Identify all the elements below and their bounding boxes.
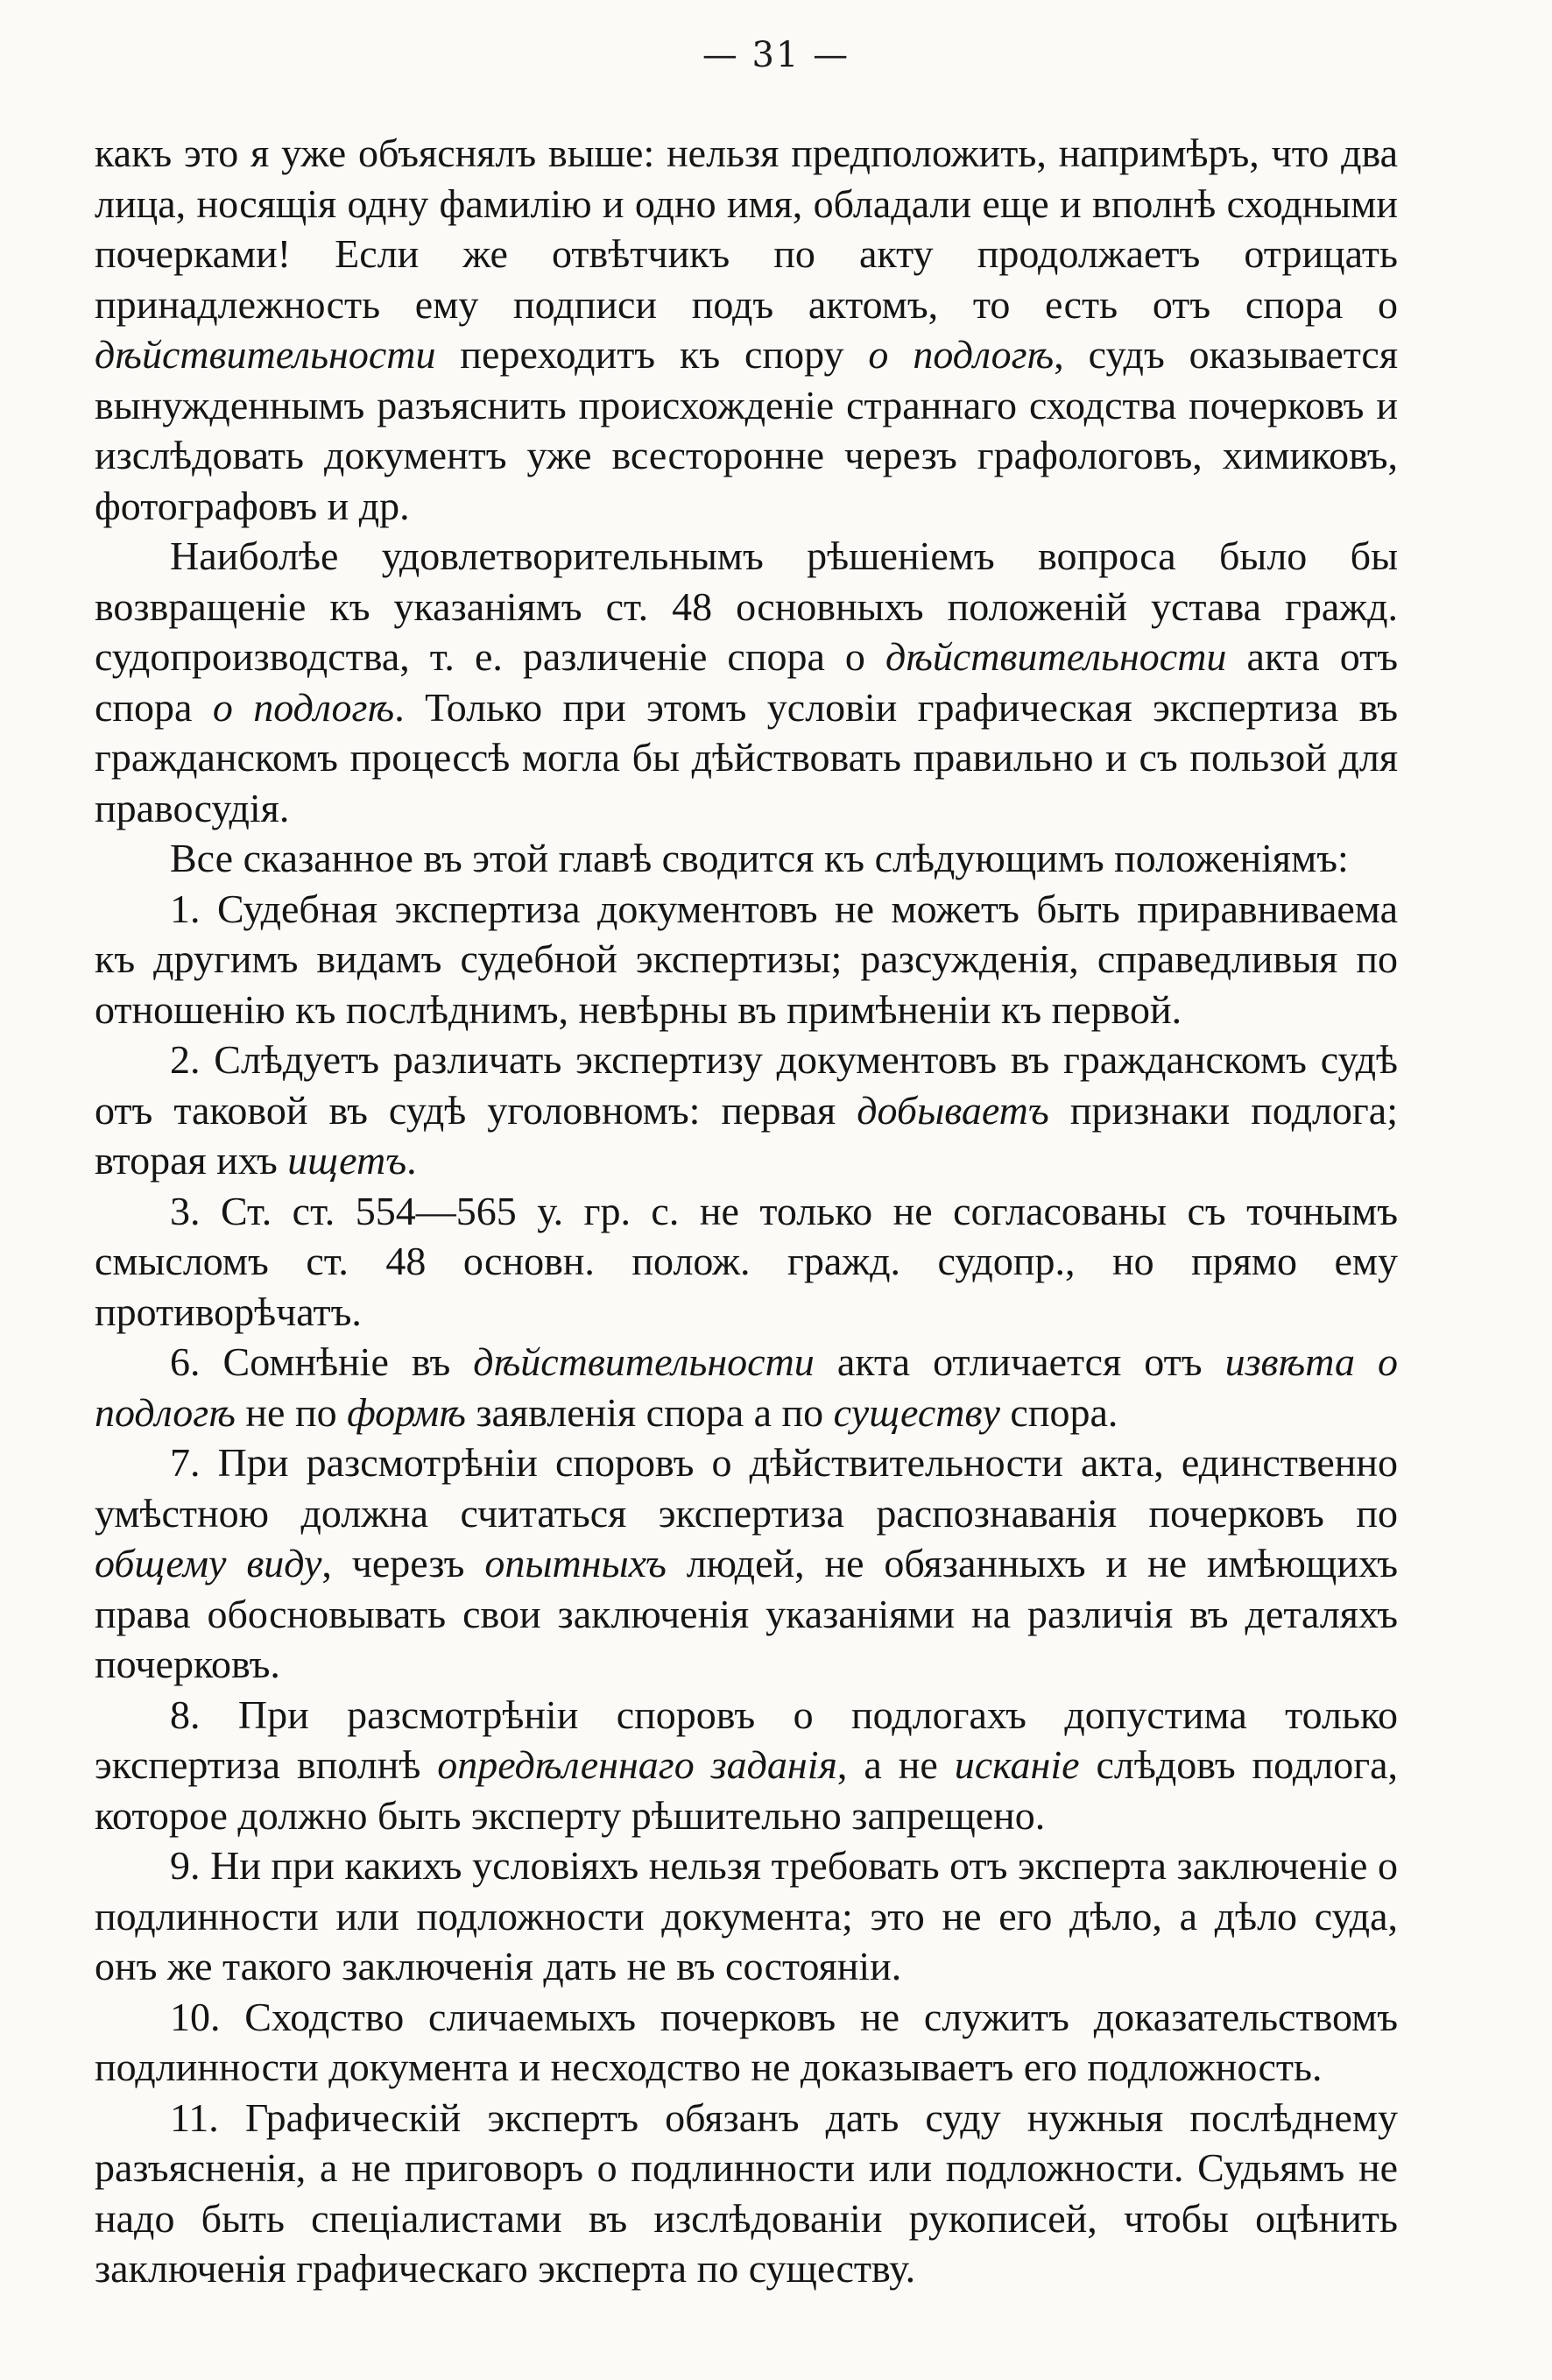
paragraph <box>95 1690 1398 1841</box>
emphasized-text: дѣйствительности <box>473 1339 815 1384</box>
emphasized-text: формѣ <box>347 1389 466 1435</box>
paragraph-text: спора. <box>999 1389 1118 1435</box>
emphasized-text: дѣйствительности <box>95 332 436 377</box>
paragraph-text: какъ это я уже объяснялъ выше: нельзя предположить, напримѣръ, что два лица, носящія одну фамилію и одно имя, обладали еще и вполнѣ сходными почерками! Если же отвѣтчикъ по акту продолжаетъ отрицать принадлежность ему подписи подъ актомъ, то есть отъ спора о <box>95 131 1398 327</box>
paragraph <box>95 1186 1398 1338</box>
body-text <box>95 128 1398 2294</box>
paragraph-text: заявленія спора а по <box>465 1389 834 1435</box>
paragraph-text: , а не <box>836 1742 955 1787</box>
paragraph-text: 2. Слѣдуетъ различать экспертизу документовъ въ гражданскомъ судѣ отъ таковой въ судѣ уголовномъ: первая <box>95 1037 1398 1133</box>
page-number: — 31 — <box>702 35 850 75</box>
paragraph-text: переходитъ къ спору <box>435 332 869 377</box>
paragraph <box>95 1035 1398 1186</box>
paragraph-text: 6. Сомнѣніе въ <box>170 1339 474 1384</box>
paragraph-text: 11. Графическій экспертъ обязанъ дать суду нужныя послѣднему разъясненія, а не приговоръ о подлинности или подложности. Судьямъ не надо быть спеціалистами въ изслѣдованіи рукописей, чтобы оцѣнить заключенія графическаго эксперта по существу. <box>95 2094 1398 2291</box>
paragraph-text: Наиболѣе удовлетворительнымъ рѣшеніемъ вопроса было бы возвращеніе къ указаніямъ ст. 48 основныхъ положеній устава гражд. судопроизводства, т. е. различеніе спора о <box>95 533 1398 679</box>
paragraph-text: не по <box>235 1389 348 1435</box>
emphasized-text: опытныхъ <box>484 1541 667 1585</box>
paragraph-text: признаки подлога; вторая ихъ <box>95 1087 1398 1183</box>
paragraph <box>95 884 1398 1035</box>
paragraph-text: . Только при этомъ условіи графическая экспертиза въ гражданскомъ процессѣ могла бы дѣйствовать правильно и съ пользой для правосудія. <box>95 684 1398 830</box>
emphasized-text: опредѣленнаго заданія <box>437 1742 837 1787</box>
paragraph-text: 8. При разсмотрѣніи споровъ о подлогахъ допустима только экспертиза вполнѣ <box>95 1691 1398 1787</box>
emphasized-text: о подлогѣ <box>212 684 395 730</box>
emphasized-text: исканіе <box>954 1742 1080 1787</box>
emphasized-text: о подлогѣ <box>868 332 1055 377</box>
paragraph-text: 1. Судебная экспертиза документовъ не можетъ быть приравниваема къ другимъ видамъ судебной экспертизы; разсужденія, справедливыя по отношенію къ послѣднимъ, невѣрны въ примѣненіи къ первой. <box>95 886 1398 1032</box>
paragraph <box>95 1840 1398 1992</box>
emphasized-text: дѣйствительности <box>885 634 1227 679</box>
paragraph <box>95 531 1398 833</box>
paragraph-text: , черезъ <box>321 1541 485 1585</box>
emphasized-text: общему виду <box>95 1541 322 1585</box>
paragraph-text: . <box>406 1138 417 1183</box>
emphasized-text: добываетъ <box>857 1087 1049 1133</box>
paragraph-text: людей, не обязанныхъ и не имѣющихъ права обосновывать свои заключенія указаніями на различія въ деталяхъ почерковъ. <box>95 1541 1398 1686</box>
paragraph-text: 3. Ст. ст. 554—565 у. гр. с. не только не согласованы съ точнымъ смысломъ ст. 48 основн. полож. гражд. судопр., но прямо ему противорѣчатъ. <box>95 1188 1398 1334</box>
emphasized-text: извѣта о подлогѣ <box>95 1339 1399 1435</box>
paragraph <box>95 833 1398 884</box>
paragraph <box>95 1992 1398 2093</box>
paragraph-text: 9. Ни при какихъ условіяхъ нельзя требовать отъ эксперта заключеніе о подлинности или подложности документа; это не его дѣло, а дѣло суда, онъ же такого заключенія дать не въ состояніи. <box>95 1843 1398 1988</box>
paragraph-text: Все сказанное въ этой главѣ сводится къ слѣдующимъ положеніямъ: <box>170 836 1349 880</box>
paragraph <box>95 128 1398 531</box>
paragraph <box>95 1437 1398 1690</box>
paragraph-text: , судъ оказывается вынужденнымъ разъяснить происхожденіе страннаго сходства почерковъ и изслѣдовать документъ уже всесторонне черезъ графологовъ, химиковъ, фотографовъ и др. <box>95 332 1398 528</box>
paragraph-text: 7. При разсмотрѣніи споровъ о дѣйствительности акта, единственно умѣстною должна считаться экспертиза распознаванія почерковъ по <box>95 1440 1398 1536</box>
emphasized-text: ищетъ <box>287 1138 407 1183</box>
emphasized-text: существу <box>833 1389 1000 1435</box>
paragraph-text: слѣдовъ подлога, которое должно быть эксперту рѣшительно запрещено. <box>95 1742 1398 1838</box>
paragraph-text: 10. Сходство сличаемыхъ почерковъ не служитъ доказательствомъ подлинности документа и несходство не доказываетъ его подложность. <box>95 1994 1398 2089</box>
paragraph <box>95 1337 1398 1437</box>
paragraph-text: акта отличается отъ <box>814 1339 1225 1384</box>
paragraph <box>95 2093 1398 2294</box>
paragraph-text: акта отъ спора <box>95 634 1399 730</box>
